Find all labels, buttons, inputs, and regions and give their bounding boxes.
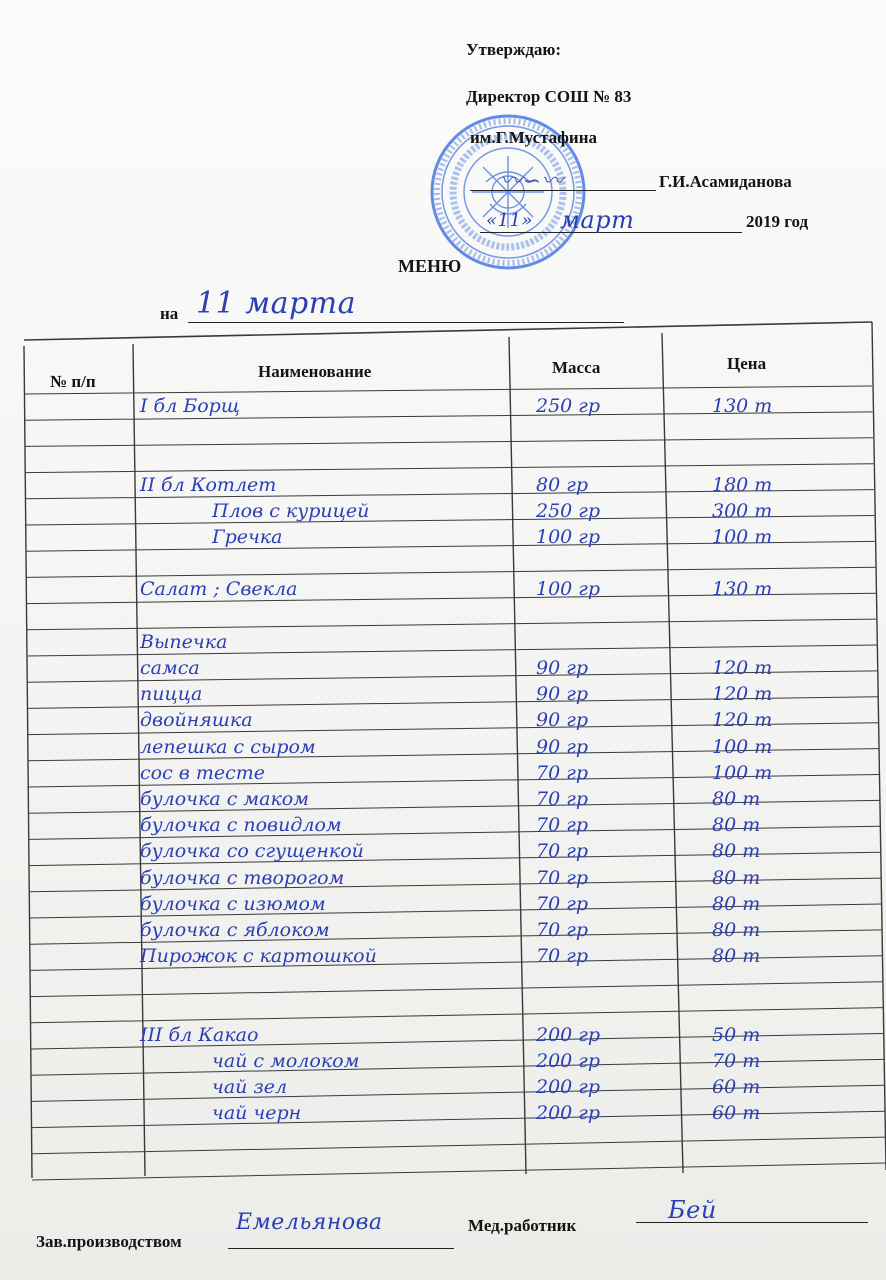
menu-item-mass: 90 гр: [536, 683, 588, 706]
menu-item-name: булочка со сгущенкой: [140, 840, 364, 863]
menu-item-price: 100 т: [712, 526, 773, 548]
menu-item-name: Гречка: [212, 526, 283, 548]
menu-item-price: 120 т: [712, 683, 773, 706]
menu-item-price: 120 т: [712, 709, 773, 732]
col-header-price: Цена: [727, 354, 767, 373]
menu-item-mass: 200 гр: [536, 1102, 601, 1125]
menu-item-mass: 70 гр: [536, 840, 588, 863]
table-column-line: [872, 322, 886, 1170]
menu-item-mass: 100 гр: [536, 526, 601, 548]
menu-item-name: Плов с курицей: [212, 499, 370, 522]
menu-item-price: 60 т: [712, 1076, 761, 1099]
table-row-line: [32, 1163, 886, 1180]
menu-item-name: чай зел: [212, 1076, 288, 1099]
table-top-border: [24, 322, 872, 340]
menu-item-name: лепешка с сыром: [140, 735, 316, 758]
approval-month: март: [560, 206, 635, 234]
menu-item-price: 130 т: [712, 395, 773, 417]
menu-item-mass: 70 гр: [536, 814, 588, 837]
table-row-line: [25, 438, 873, 447]
col-header-number: № п/п: [50, 372, 96, 391]
menu-item-name: самса: [140, 657, 200, 679]
production-label: Зав.производством: [36, 1232, 182, 1251]
menu-item-mass: 100 гр: [536, 578, 601, 601]
menu-item-price: 60 т: [712, 1102, 761, 1125]
menu-item-mass: 200 гр: [536, 1076, 601, 1099]
table-row-line: [26, 619, 876, 630]
production-signature-line: [228, 1248, 454, 1249]
menu-item-price: 130 т: [712, 578, 773, 601]
table-row-line: [24, 386, 872, 394]
menu-item-name: булочка с изюмом: [140, 892, 326, 915]
approve-label: Утверждаю:: [466, 40, 562, 59]
menu-item-name: чай с молоком: [212, 1050, 360, 1072]
menu-item-price: 80 т: [712, 814, 761, 837]
menu-item-name: булочка с маком: [140, 788, 309, 810]
date-prefix: на: [160, 304, 179, 323]
menu-item-mass: 70 гр: [536, 866, 588, 889]
menu-item-price: 70 т: [712, 1050, 761, 1072]
menu-item-price: 80 т: [712, 892, 761, 915]
menu-item-mass: 90 гр: [536, 709, 588, 732]
menu-item-mass: 90 гр: [536, 657, 588, 679]
medic-signature: Бей: [668, 1196, 717, 1224]
table-row-line: [30, 982, 883, 997]
approval-day: «11»: [486, 210, 533, 231]
menu-item-name: чай черн: [212, 1102, 302, 1125]
menu-item-mass: 250 гр: [536, 395, 601, 417]
school-name: им.Г.Мустафина: [470, 128, 598, 147]
director-signature: 〰∽〰: [500, 169, 564, 194]
table-row-line: [26, 567, 875, 577]
menu-item-mass: 90 гр: [536, 735, 588, 758]
menu-item-name: Салат ; Свекла: [140, 578, 298, 601]
menu-item-mass: 70 гр: [536, 788, 588, 810]
menu-item-name: пицца: [140, 683, 203, 706]
table-column-line: [24, 346, 32, 1178]
production-signature: Емельянова: [236, 1210, 383, 1235]
menu-item-mass: 70 гр: [536, 761, 588, 784]
menu-item-mass: 250 гр: [536, 499, 601, 522]
menu-item-price: 80 т: [712, 788, 761, 810]
menu-item-name: булочка с яблоком: [140, 919, 330, 941]
menu-item-name: I бл Борщ: [140, 395, 240, 417]
menu-item-price: 80 т: [712, 840, 761, 863]
page-title: МЕНЮ: [398, 256, 462, 276]
menu-item-name: III бл Какао: [140, 1023, 259, 1046]
col-header-mass: Масса: [552, 358, 601, 377]
director-title: Директор СОШ № 83: [466, 87, 632, 106]
menu-item-name: Пирожок с картошкой: [140, 945, 377, 968]
menu-item-price: 180 т: [712, 473, 773, 496]
menu-item-price: 80 т: [712, 866, 761, 889]
table-column-line: [509, 337, 526, 1174]
table-row-line: [30, 1008, 883, 1023]
menu-item-price: 100 т: [712, 761, 773, 784]
menu-date: 11 марта: [196, 286, 357, 321]
menu-item-mass: 80 гр: [536, 473, 588, 496]
menu-item-name: Выпечка: [140, 630, 228, 653]
table-column-line: [133, 344, 145, 1176]
menu-item-mass: 200 гр: [536, 1023, 601, 1046]
menu-item-name: сос в тесте: [140, 761, 266, 784]
menu-item-name: булочка с творогом: [140, 866, 345, 889]
director-name: Г.И.Асамиданова: [659, 172, 792, 191]
medic-label: Мед.работник: [468, 1216, 577, 1235]
menu-item-name: II бл Котлет: [140, 473, 277, 496]
menu-item-mass: 70 гр: [536, 945, 588, 968]
menu-item-price: 120 т: [712, 657, 773, 679]
menu-item-price: 50 т: [712, 1023, 761, 1046]
approval-year: 2019 год: [746, 212, 809, 231]
table-row-line: [32, 1137, 886, 1154]
menu-item-price: 300 т: [712, 499, 773, 522]
menu-item-name: двойняшка: [140, 709, 253, 732]
menu-item-price: 100 т: [712, 735, 773, 758]
menu-item-price: 80 т: [712, 919, 761, 941]
table-row-line: [25, 464, 874, 473]
menu-item-mass: 70 гр: [536, 919, 588, 941]
menu-item-price: 80 т: [712, 945, 761, 968]
menu-item-mass: 200 гр: [536, 1050, 601, 1072]
menu-item-name: булочка с повидлом: [140, 814, 342, 837]
menu-item-mass: 70 гр: [536, 892, 588, 915]
table-column-line: [662, 333, 683, 1173]
col-header-name: Наименование: [258, 362, 372, 381]
